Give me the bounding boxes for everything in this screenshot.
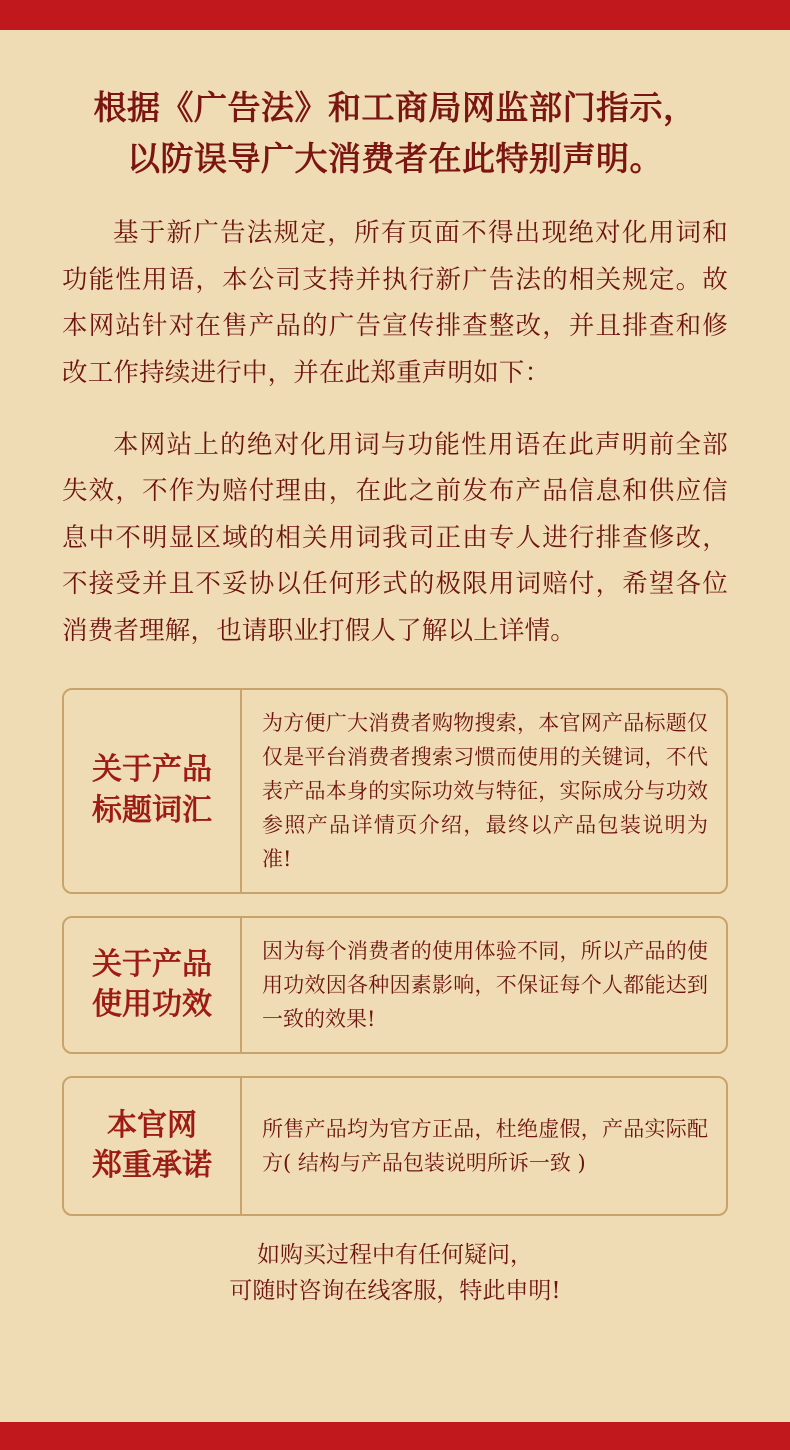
card-label-line-2: 使用功效 [92, 987, 212, 1023]
card-label-line-1: 关于产品 [92, 752, 212, 788]
page-title-line-1: 根据《广告法》和工商局网监部门指示， [93, 88, 697, 127]
statement-cards [62, 688, 728, 1216]
card-body-text: 所售产品均为官方正品，杜绝虚假，产品实际配方( 结构与产品包装说明所诉一致 ) [262, 1117, 708, 1176]
statement-paragraph-1: 基于新广告法规定，所有页面不得出现绝对化用词和功能性用语，本公司支持并执行新广告法的相关规定。故本网站针对在售产品的广告宣传排查整改，并且排查和修改工作持续进行中，并在此郑重声明如下： [62, 218, 728, 388]
card-label-line-1: 关于产品 [92, 946, 212, 982]
card-label [64, 1078, 242, 1214]
card-label-line-2: 标题词汇 [92, 792, 212, 828]
announcement-panel [0, 30, 790, 1422]
card-label-line-1: 本官网 [107, 1107, 197, 1143]
card-body-text: 因为每个消费者的使用体验不同，所以产品的使用功效因各种因素影响，不保证每个人都能达到一致的效果! [262, 939, 708, 1032]
card-label [64, 918, 242, 1052]
card-body-text: 为方便广大消费者购物搜索，本官网产品标题仅仅是平台消费者搜索习惯而使用的关键词，不代表产品本身的实际功效与特征，实际成分与功效参照产品详情页介绍，最终以产品包装说明为准! [262, 710, 708, 871]
footer-note [62, 1238, 728, 1309]
footer-line-2: 可随时咨询在线客服，特此申明! [229, 1277, 561, 1304]
bottom-red-band [0, 1422, 790, 1450]
top-red-band [0, 0, 790, 30]
card-label-line-2: 郑重承诺 [92, 1148, 212, 1184]
footer-line-1: 如购买过程中有任何疑问， [257, 1242, 533, 1269]
card-official-promise [62, 1076, 728, 1216]
page-title-line-2: 以防误导广大消费者在此特别声明。 [127, 139, 663, 179]
card-product-title-terms [62, 688, 728, 894]
page-title [62, 82, 728, 184]
card-label [64, 690, 242, 892]
card-product-effects [62, 916, 728, 1054]
statement-paragraph-2: 本网站上的绝对化用词与功能性用语在此声明前全部失效，不作为赔付理由，在此之前发布产品信息和供应信息中不明显区域的相关用词我司正由专人进行排查修改，不接受并且不妥协以任何形式的极限用词赔付，希望各位消费者理解，也请职业打假人了解以上详情。 [62, 429, 728, 646]
